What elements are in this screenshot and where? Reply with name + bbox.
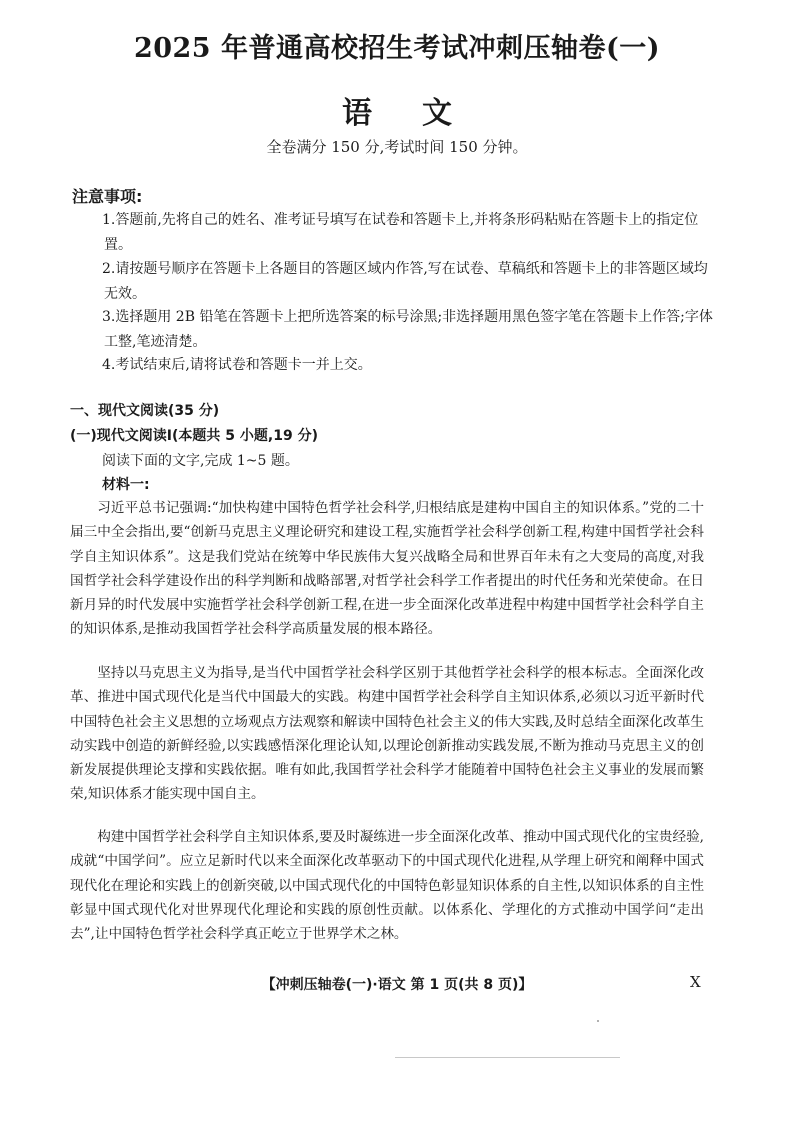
section-heading: 一、现代文阅读(35 分) bbox=[70, 403, 220, 419]
material-paragraph-1: 习近平总书记强调:“加快构建中国特色哲学社会科学,归根结底是建构中国自主的知识体系。”党的二十届三中全会指出,要“创新马克思主义理论研究和建设工程,实施哲学社会科学创新工程,构建中国哲学社会科学自主知识体系”。这是我们党站在统筹中华民族伟大复兴战略全局和世界百年未有之大变局的高度,对我国哲学社会科学建设作出的科学判断和战略部署,对哲学社会科学工作者提出的时代任务和光荣使命。在日新月异的时代发展中实施哲学社会科学创新工程,在进一步全面深化改革进程中构建中国哲学社会科学自主的知识体系,是推动我国哲学社会科学高质量发展的根本路径。 bbox=[70, 500, 704, 638]
material-paragraph-3: 构建中国哲学社会科学自主知识体系,要及时凝练进一步全面深化改革、推动中国式现代化的宝贵经验,成就“中国学问”。应立足新时代以来全面深化改革驱动下的中国式现代化进程,从学理上研究和阐释中国式现代化在理论和实践上的创新突破,以中国式现代化的中国特色彰显知识体系的自主性,以知识体系的自主性彰显中国式现代化对世界现代化理论和实践的原创性贡献。以体系化、学理化的方式推动中国学问“走出去”,让中国特色哲学社会科学真正屹立于世界学术之林。 bbox=[70, 829, 704, 943]
page-footer: 【冲刺压轴卷(一)·语文 第 1 页(共 8 页)】 bbox=[261, 977, 533, 993]
notice-item-3: 3.选择题用 2B 铅笔在答题卡上把所选答案的标号涂黑;非选择题用黑色签字笔在答题卡上作答;字体工整,笔迹清楚。 bbox=[102, 309, 713, 350]
subsection-heading: (一)现代文阅读Ⅰ(本题共 5 小题,19 分) bbox=[70, 428, 318, 444]
scan-dot bbox=[597, 1020, 599, 1022]
reading-instruction: 阅读下面的文字,完成 1~5 题。 bbox=[102, 453, 299, 469]
scan-line bbox=[395, 1057, 620, 1058]
footer-mark: X bbox=[690, 973, 701, 991]
notice-item-1: 1.答题前,先将自己的姓名、准考证号填写在试卷和答题卡上,并将条形码粘贴在答题卡上的指定位置。 bbox=[102, 212, 699, 253]
notice-heading: 注意事项: bbox=[72, 187, 143, 206]
notice-item-4: 4.考试结束后,请将试卷和答题卡一并上交。 bbox=[102, 357, 372, 373]
subject-heading: 语文 bbox=[342, 96, 502, 131]
exam-title: 2025 年普通高校招生考试冲刺压轴卷(一) bbox=[133, 33, 661, 64]
material-paragraph-2: 坚持以马克思主义为指导,是当代中国哲学社会科学区别于其他哲学社会科学的根本标志。全面深化改革、推进中国式现代化是当代中国最大的实践。构建中国哲学社会科学自主知识体系,必须以习近平新时代中国特色社会主义思想的立场观点方法观察和解读中国特色社会主义的伟大实践,及时总结全面深化改革生动实践中创造的新鲜经验,以实践感悟深化理论认知,以理论创新推动实践发展,不断为推动马克思主义的创新发展提供理论支撑和实践依据。唯有如此,我国哲学社会科学才能随着中国特色社会主义事业的发展而繁荣,知识体系才能实现中国自主。 bbox=[70, 665, 704, 803]
score-info: 全卷满分 150 分,考试时间 150 分钟。 bbox=[266, 138, 528, 156]
material-label: 材料一: bbox=[102, 477, 150, 493]
notice-item-2: 2.请按题号顺序在答题卡上各题目的答题区域内作答,写在试卷、草稿纸和答题卡上的非答题区域均无效。 bbox=[102, 261, 708, 302]
